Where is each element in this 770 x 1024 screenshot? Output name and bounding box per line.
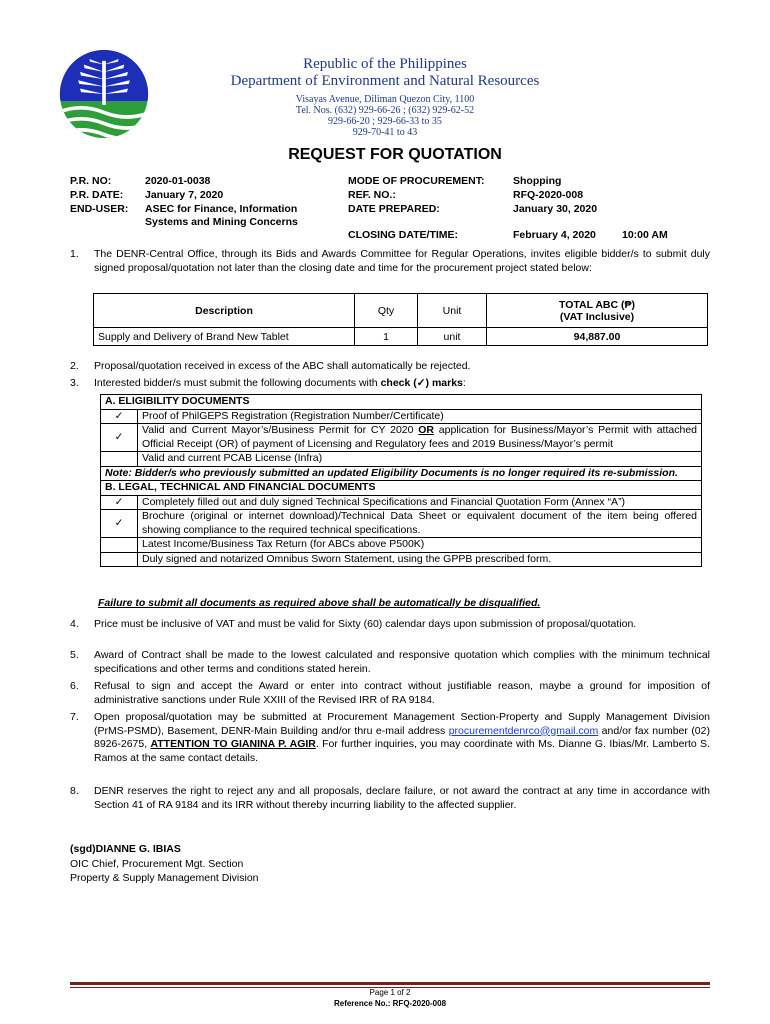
check-mark-icon: ✓ [101, 495, 138, 510]
prepared-value: January 30, 2020 [513, 203, 598, 215]
row-total: 94,887.00 [487, 328, 708, 346]
col-qty: Qty [355, 294, 418, 328]
empty-check-cell [101, 452, 138, 467]
item-6: 6. Refusal to sign and accept the Award or enter into contract without justifiable reason, maybe a ground for imposition of administrative sanctions under Rule XXIII of the Revised IRR of RA 9184. [70, 680, 710, 706]
item-1: 1. The DENR-Central Office, through its Bids and Awards Committee for Regular Operations, invites eligible bidder/s to submit duly signed proposal/quotation not later than the closing date and time for the procurement project stated below: [70, 248, 710, 274]
pr-date-label: P.R. DATE: [70, 189, 124, 201]
check-mark-icon: ✓ [101, 409, 138, 424]
tel-line-2: 929-66-20 ; 929-66-33 to 35 [328, 116, 442, 127]
end-user-value-1: ASEC for Finance, Information [145, 203, 298, 215]
closing-date: February 4, 2020 [513, 229, 596, 241]
check-mark-icon: ✓ [101, 510, 138, 538]
abc-table [93, 293, 708, 346]
denr-logo-icon [58, 48, 150, 140]
eligibility-note: Note: Bidder/s who previously submitted an updated Eligibility Documents is no longer required its re-submission. [101, 466, 702, 481]
item-3: 3. Interested bidder/s must submit the following documents with check (✓) marks: [70, 377, 466, 389]
ref-label: REF. NO.: [348, 189, 396, 201]
ref-value: RFQ-2020-008 [513, 189, 584, 201]
address-line: Visayas Avenue, Diliman Quezon City, 1100 [295, 94, 475, 105]
page-number: Page 1 of 2 [369, 988, 411, 997]
section-b-heading: B. LEGAL, TECHNICAL AND FINANCIAL DOCUMENTS [101, 481, 702, 496]
republic-heading: Republic of the Philippines [303, 56, 467, 72]
signatory-name: (sgd)DIANNE G. IBIAS [70, 843, 181, 855]
doc-a2: Valid and Current Mayor’s/Business Permit for CY 2020 OR application for Business/Mayor’s Permit with attached Official Receipt (OR) of payment of Licensing and Regulatory fees and 2019 Business/Mayor’s permit [138, 424, 702, 452]
documents-table [100, 394, 702, 567]
col-total-abc: TOTAL ABC (₱) (VAT Inclusive) [487, 294, 708, 328]
pr-no-value: 2020-01-0038 [145, 175, 211, 187]
mode-value: Shopping [513, 175, 562, 187]
footer-reference: Reference No.: RFQ-2020-008 [333, 999, 447, 1008]
page-title: REQUEST FOR QUOTATION [288, 146, 502, 163]
doc-b4: Duly signed and notarized Omnibus Sworn Statement, using the GPPB prescribed form. [138, 552, 702, 567]
empty-check-cell [101, 538, 138, 553]
signatory-title-2: Property & Supply Management Division [70, 872, 259, 884]
department-heading: Department of Environment and Natural Resources [230, 73, 540, 89]
failure-note: Failure to submit all documents as required above shall be automatically be disqualified. [98, 597, 541, 609]
doc-b3: Latest Income/Business Tax Return (for ABCs above P500K) [138, 538, 702, 553]
pr-date-value: January 7, 2020 [145, 189, 224, 201]
end-user-value-2: Systems and Mining Concerns [145, 216, 298, 228]
end-user-label: END-USER: [70, 203, 129, 215]
doc-b2: Brochure (original or internet download)/Technical Data Sheet or equivalent document of the item being offered showing compliance to the required technical specifications. [138, 510, 702, 538]
item-5: 5. Award of Contract shall be made to the lowest calculated and responsive quotation which complies with the minimum technical specifications and other terms and conditions stated herein. [70, 649, 710, 675]
col-description: Description [94, 294, 355, 328]
row-unit: unit [418, 328, 487, 346]
item-7: 7. Open proposal/quotation may be submitted at Procurement Management Section-Property and Supply Management Division (PrMS-PSMD), Basement, DENR-Main Building and/or thru e-mail address procurementdenrco@gmail.com and/or fax number (02) 8926-2675, ATTENTION TO GIANINA P. AGIR. For further inquiries, you may coordinate with Ms. Dianne G. Ibias/Mr. Lamberto S. Ramos at the same contact details. [70, 711, 710, 764]
item-8: 8. DENR reserves the right to reject any and all proposals, declare failure, or not award the contract at any time in accordance with Section 41 of RA 9184 and its IRR without thereby incurring liability to the affected supplier. [70, 785, 710, 811]
empty-check-cell [101, 552, 138, 567]
check-mark-icon: ✓ [101, 424, 138, 452]
closing-time: 10:00 AM [622, 229, 668, 241]
email-link[interactable]: procurementdenrco@gmail.com [448, 724, 599, 737]
pr-no-label: P.R. NO: [70, 175, 112, 187]
doc-a1: Proof of PhilGEPS Registration (Registration Number/Certificate) [138, 409, 702, 424]
row-description: Supply and Delivery of Brand New Tablet [94, 328, 355, 346]
row-qty: 1 [355, 328, 418, 346]
tel-line-1: Tel. Nos. (632) 929-66-26 ; (632) 929-62-52 [295, 105, 475, 116]
doc-b1: Completely filled out and duly signed Technical Specifications and Financial Quotation Form (Annex “A”) [138, 495, 702, 510]
item-2: 2. Proposal/quotation received in excess of the ABC shall automatically be rejected. [70, 360, 471, 372]
col-unit: Unit [418, 294, 487, 328]
tel-line-3: 929-70-41 to 43 [352, 127, 418, 138]
prepared-label: DATE PREPARED: [348, 203, 440, 215]
closing-label: CLOSING DATE/TIME: [348, 229, 459, 241]
signatory-title-1: OIC Chief, Procurement Mgt. Section [70, 858, 244, 870]
item-4: 4. Price must be inclusive of VAT and must be valid for Sixty (60) calendar days upon submission of proposal/quotation. [70, 618, 637, 630]
doc-a3: Valid and current PCAB License (Infra) [138, 452, 702, 467]
footer-rule [70, 982, 710, 985]
section-a-heading: A. ELIGIBILITY DOCUMENTS [101, 395, 702, 410]
mode-label: MODE OF PROCUREMENT: [348, 175, 485, 187]
